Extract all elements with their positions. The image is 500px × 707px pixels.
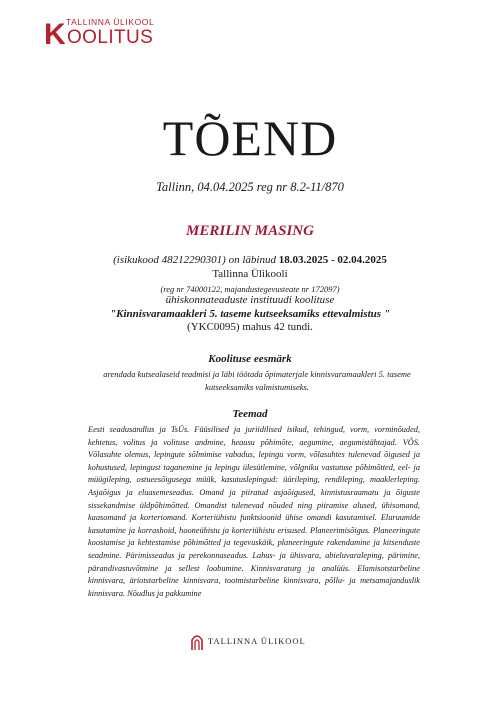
logo-university-text: TALLINNA ÜLIKOOL [66, 17, 155, 27]
id-prefix: (isikukood 48212290301) on läbinud [113, 254, 279, 266]
logo-k-letter: K [44, 18, 66, 51]
registry-info: (reg nr 74000122, majandustegevusteate nr 172097) [160, 284, 340, 294]
logo-koolitus-text: OOLITUS [67, 27, 154, 48]
goal-text: arendada kutsealaseid teadmisi ja läbi töötada õpimaterjale kinnisvaramaakleri 5. taseme kutseeksamiks valmistumiseks. [103, 369, 411, 392]
document-title: TÕEND [162, 110, 338, 166]
place-date-line: Tallinn, 04.04.2025 reg nr 8.2-11/870 [156, 180, 344, 194]
goal-heading: Koolituse eesmärk [208, 353, 292, 365]
recipient-name: MERILIN MASING [186, 223, 314, 239]
id-and-dates-line [0, 253, 500, 267]
course-title: "Kinnisvaramaakleri 5. taseme kutseeksamiks ettevalmistus " [110, 308, 390, 320]
course-dates: 18.03.2025 - 02.04.2025 [278, 254, 387, 266]
topics-heading: Teemad [232, 408, 268, 420]
university-emblem-icon [190, 632, 204, 650]
university-footer-logo [190, 632, 330, 652]
topics-text: Eesti seadusandlus ja TsÜs. Füüsilised ja juriidilised isikud, tehingud, vorm, vorminõuded, kehtetus, volitus ja volituse andmine, heausu põhimõte, aegumine, aegumistähtajad. VÕS. Võlasuhte olemus, lepingute sõlmimise vabadus, lepingu vorm, võlasuhtes tulenevad õigused ja kohustused, lepingust taganemine ja lepingu ülesütlemine, võlgniku vastutuse põhimõtted, eel- ja müügileping, ostueesõigusega müük, kasutuslepingud: üürileping, rendileping, maaklerleping. Asjaõigus ja eluasemeseadus. Omand ja piiratud asjaõigused, kinnistusraamatu ja õiguste sissekandmise üldpõhimõtted. Omandist tulenevad nõuded ning piiramise alused, ühisomand, kaasomand ja korteriomand. Korteriühistu funktsioonid ühise omandi kasutamisel. Eluruumide kasutamine ja korrashoid, hooneühistu ja korteriühistu erisused. Planeerimisõigus. Planeeringute koostamise ja kehtestamise põhimõtted ja tegevuskäik, planeeringute rakendamine ja kitsenduste seadmine. Pärimisseadus ja perekonnaseadus. Lahus- ja ühisvara, abieluvaraleping, pärimine, pärandivastuvõtmine ja sellest loobumine. Kinnisvaraturg ja analüüs. Elamisotstarbeline kinnisvara, äriotstarbeline kinnisvara, tootmistarbeline kinnisvara, põllu- ja metsamajanduslik kinnisvara. Nõudlus ja pakkumine [88, 425, 420, 598]
koolitus-logo [44, 17, 174, 51]
institute-line: ühiskonnateaduste instituudi koolituse [165, 294, 335, 306]
footer-university-name: TALLINNA ÜLIKOOL [208, 636, 306, 646]
course-code-hours: (YKC0095) mahus 42 tundi. [187, 321, 313, 333]
institution: Tallinna Ülikooli [212, 268, 288, 280]
